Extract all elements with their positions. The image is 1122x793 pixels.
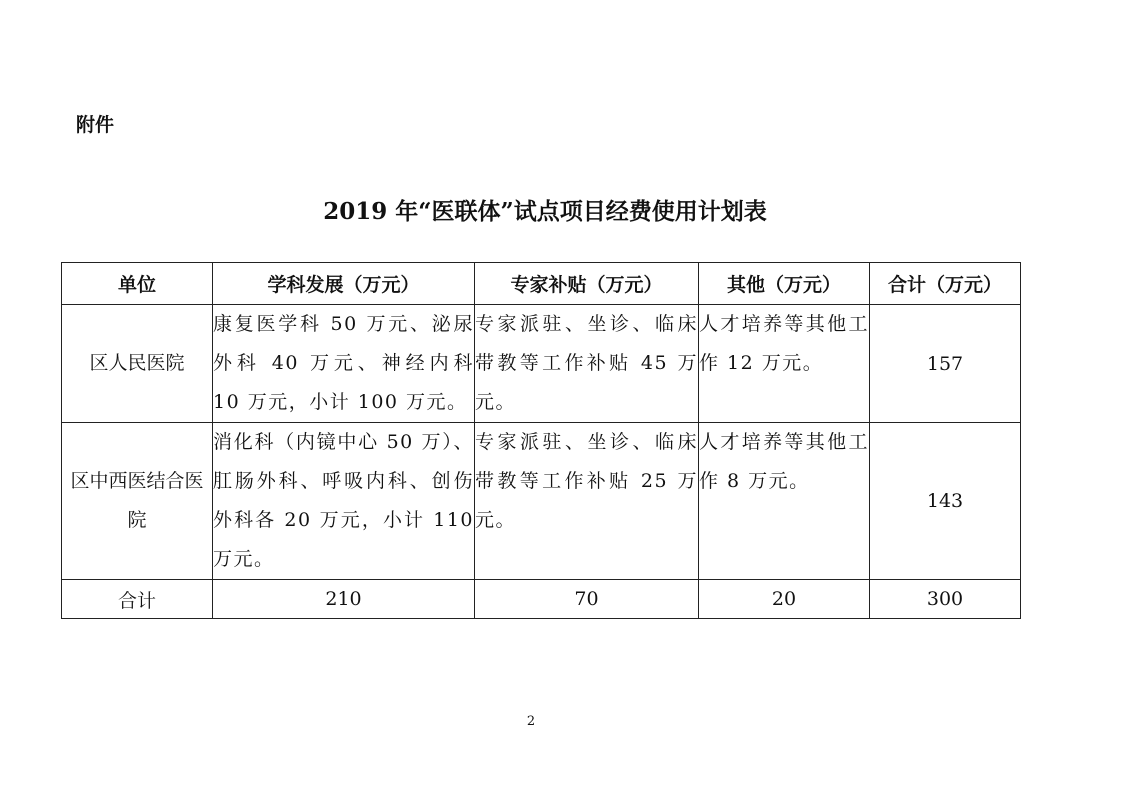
header-total: 合计（万元）	[870, 263, 1021, 305]
other-total-cell: 20	[699, 580, 870, 619]
total-cell: 157	[870, 305, 1021, 423]
header-other: 其他（万元）	[699, 263, 870, 305]
unit-cell: 区中西医结合医院	[62, 423, 213, 580]
table-header-row	[62, 263, 1021, 305]
page-number: 2	[526, 714, 536, 729]
unit-cell: 区人民医院	[62, 305, 213, 423]
discipline-cell: 消化科（内镜中心 50 万）、肛肠外科、呼吸内科、创伤外科各 20 万元，小计 110 万元。	[213, 423, 475, 580]
expert-subsidy-cell: 专家派驻、坐诊、临床带教等工作补贴 45 万元。	[475, 305, 699, 423]
attachment-label: 附件	[76, 114, 115, 136]
table-total-row	[62, 580, 1021, 619]
header-unit: 单位	[62, 263, 213, 305]
other-cell: 人才培养等其他工作 12 万元。	[699, 305, 870, 423]
total-cell: 143	[870, 423, 1021, 580]
total-label-cell: 合计	[62, 580, 213, 619]
discipline-cell: 康复医学科 50 万元、泌尿外科 40 万元、神经内科 10 万元，小计 100 万元。	[213, 305, 475, 423]
table-row	[62, 305, 1021, 423]
expert-subsidy-cell: 专家派驻、坐诊、临床带教等工作补贴 25 万元。	[475, 423, 699, 580]
discipline-total-cell: 210	[213, 580, 475, 619]
header-discipline: 学科发展（万元）	[213, 263, 475, 305]
header-expert-subsidy: 专家补贴（万元）	[475, 263, 699, 305]
expert-total-cell: 70	[475, 580, 699, 619]
grand-total-cell: 300	[870, 580, 1021, 619]
page-title: 2019 年“医联体”试点项目经费使用计划表	[323, 198, 767, 225]
other-cell: 人才培养等其他工作 8 万元。	[699, 423, 870, 580]
table-row	[62, 423, 1021, 580]
funding-plan-table	[61, 262, 1021, 619]
